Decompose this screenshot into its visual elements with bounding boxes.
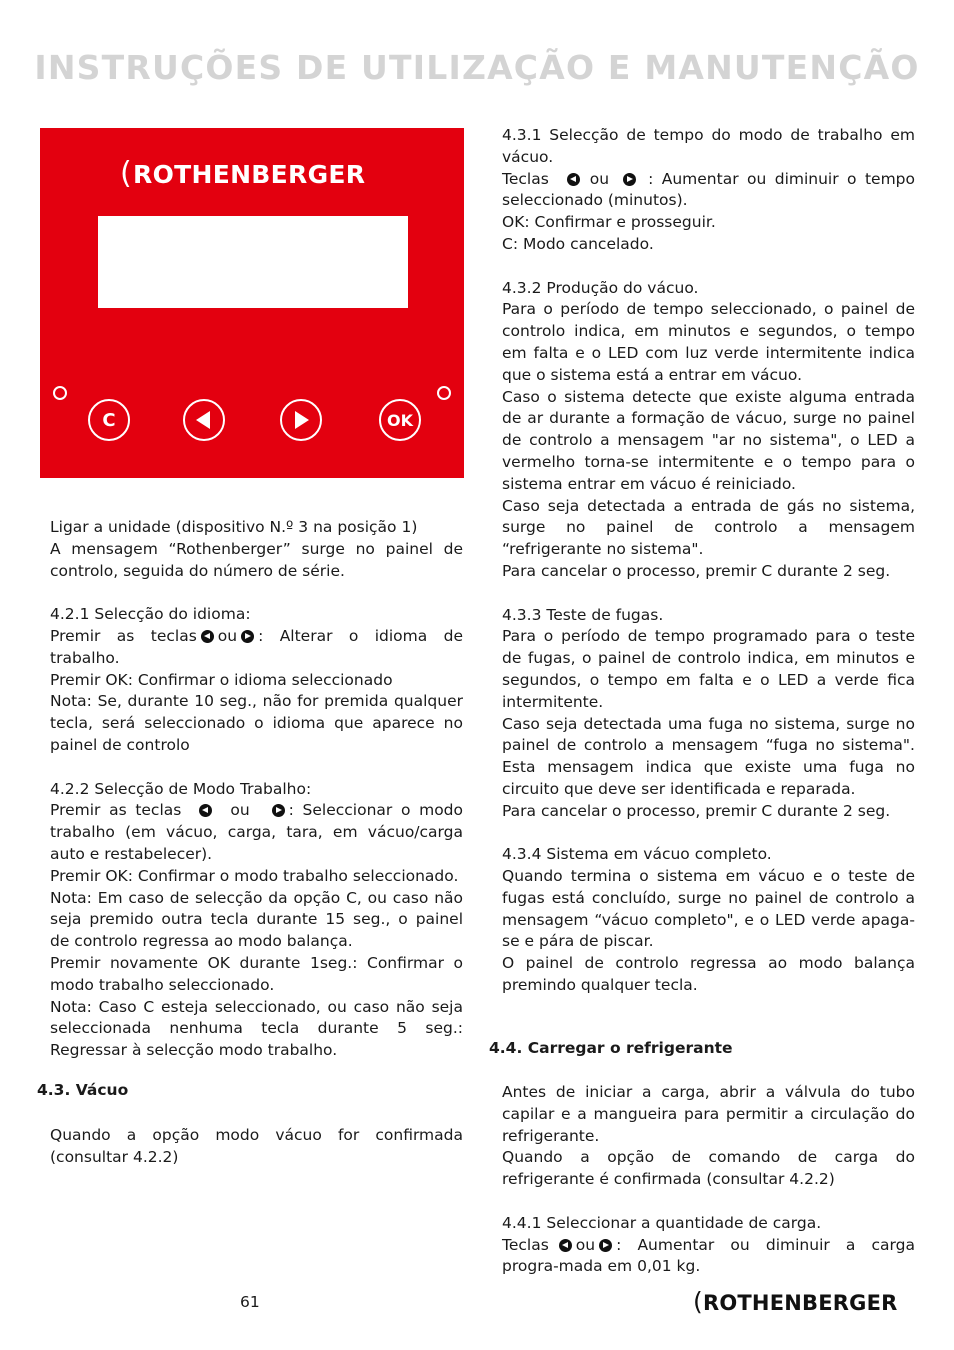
right-led-icon — [437, 386, 451, 400]
section-heading: 4.3.1 Selecção de tempo do modo de trabalho em vácuo. — [502, 126, 915, 166]
vacuo-intro — [50, 1125, 463, 1169]
paragraph: Para o período de tempo seleccionado, o painel de controlo indica, em minutos e segundos, o tempo em falta e o LED com luz verde intermitente indica que o sistema está a entrar em vácuo. — [502, 300, 915, 384]
panel-right-button — [280, 399, 322, 441]
page-title: INSTRUÇÕES DE UTILIZAÇÃO E MANUTENÇÃO — [34, 48, 920, 87]
footer-brand-text: ROTHENBERGER — [702, 1291, 898, 1315]
panel-display-screen — [98, 216, 408, 308]
carga-section — [502, 1082, 915, 1278]
text-fragment: ou — [217, 626, 238, 645]
paragraph: Premir OK: Confirmar o idioma seleccionado — [50, 670, 393, 689]
text-fragment: Premir as teclas — [50, 626, 197, 645]
text-fragment: Teclas — [502, 1235, 549, 1254]
paragraph: Quando a opção modo vácuo for confirmada (consultar 4.2.2) — [50, 1126, 463, 1166]
text-fragment: : Aumentar ou diminuir o tempo seleccionado (minutos). — [502, 169, 915, 210]
text-fragment: ou — [230, 801, 250, 820]
text-fragment: : Seleccionar o modo trabalho (em vácuo, carga, tara, em vácuo/carga auto e restabelecer). — [50, 801, 463, 863]
right-column — [502, 125, 915, 997]
panel-c-button — [88, 399, 130, 441]
paragraph — [502, 1235, 915, 1279]
paragraph: Antes de iniciar a carga, abrir a válvula do tubo capilar e a mangueira para permitir a circulação do refrigerante. — [502, 1083, 915, 1145]
left-column — [50, 517, 463, 1062]
key-left-icon — [567, 173, 580, 186]
section-heading: 4.2.1 Selecção do idioma: — [50, 605, 251, 624]
footer-brand-logo — [693, 1287, 898, 1316]
text-fragment: Teclas — [502, 169, 549, 188]
text-fragment: Premir as teclas — [50, 801, 182, 820]
key-left-icon — [201, 630, 214, 643]
paragraph: Premir OK: Confirmar o modo trabalho seleccionado. — [50, 866, 459, 885]
paragraph: Para cancelar o processo, premir C durante 2 seg. — [502, 801, 891, 820]
text-fragment: : Alterar o idioma de trabalho. — [50, 626, 463, 667]
section-heading-vacuo: 4.3. Vácuo — [37, 1081, 129, 1099]
paragraph — [50, 800, 463, 865]
brand-hook-icon: ( — [693, 1287, 703, 1316]
paragraph: Nota: Se, durante 10 seg., não for premida qualquer tecla, será seleccionado o idioma que aparece no painel de controlo — [50, 692, 463, 754]
left-led-icon — [53, 386, 67, 400]
key-right-icon — [599, 1239, 612, 1252]
paragraph — [502, 169, 915, 213]
section-heading: 4.3.2 Produção do vácuo. — [502, 278, 699, 297]
section-heading: 4.3.3 Teste de fugas. — [502, 605, 664, 624]
control-panel-image — [40, 128, 464, 478]
section-heading: 4.2.2 Selecção de Modo Trabalho: — [50, 779, 312, 798]
paragraph: OK: Confirmar e prosseguir. — [502, 213, 716, 232]
paragraph: Caso seja detectada uma fuga no sistema, surge no painel de controlo a mensagem “fuga no sistema". Esta mensagem indica que existe uma fuga no circuito que deve ser identificada e reparada. — [502, 714, 915, 798]
section-heading: 4.3.4 Sistema em vácuo completo. — [502, 845, 772, 864]
paragraph: Nota: Em caso de selecção da opção C, ou caso não seja premido outra tecla durante 15 seg., o painel de controlo regressa ao modo balança. — [50, 888, 463, 951]
text-fragment: ou — [575, 1235, 596, 1254]
panel-brand-logo — [120, 156, 365, 191]
key-right-icon — [623, 173, 636, 186]
panel-left-button — [183, 399, 225, 441]
panel-ok-button — [379, 399, 421, 441]
arrow-left-icon — [193, 409, 215, 431]
panel-brand-text: ROTHENBERGER — [133, 160, 366, 189]
paragraph: Nota: Caso C esteja seleccionado, ou caso não seja seleccionada nenhuma tecla durante 5 seg.: Regressar à selecção modo trabalho. — [50, 997, 463, 1060]
paragraph: Caso seja detectada a entrada de gás no sistema, surge no painel de controlo a mensagem “refrigerante no sistema". — [502, 496, 915, 559]
text-fragment: ou — [589, 169, 610, 188]
section-heading-carga: 4.4. Carregar o refrigerante — [489, 1039, 733, 1057]
brand-hook-icon: ( — [120, 156, 133, 191]
page-number: 61 — [240, 1293, 260, 1311]
paragraph: Para o período de tempo programado para o teste de fugas, o painel de controlo indica, em minutos e segundos, o tempo em falta e o LED a verde fica intermitente. — [502, 627, 915, 711]
arrow-right-icon — [290, 409, 312, 431]
panel-ok-label: OK — [387, 410, 413, 430]
paragraph: Premir novamente OK durante 1seg.: Confirmar o modo trabalho seleccionado. — [50, 953, 463, 994]
key-right-icon — [272, 804, 285, 817]
paragraph — [50, 626, 463, 670]
paragraph: A mensagem “Rothenberger” surge no painel de controlo, seguida do número de série. — [50, 539, 463, 580]
key-right-icon — [241, 630, 254, 643]
paragraph: Quando a opção de comando de carga do refrigerante é confirmada (consultar 4.2.2) — [502, 1148, 915, 1189]
key-left-icon — [199, 804, 212, 817]
text-fragment: : Aumentar ou diminuir a carga progra-mada em 0,01 kg. — [502, 1235, 915, 1276]
paragraph: O painel de controlo regressa ao modo balança premindo qualquer tecla. — [502, 954, 915, 995]
panel-c-label: C — [102, 409, 116, 431]
paragraph: Caso o sistema detecte que existe alguma entrada de ar durante a formação de vácuo, surge no painel de controlo a mensagem "ar no sistema", o LED a vermelho torna-se intermitente e o tempo para o sistema entrar em vácuo é reiniciado. — [502, 387, 915, 493]
paragraph: Ligar a unidade (dispositivo N.º 3 na posição 1) — [50, 518, 418, 536]
paragraph: Quando termina o sistema em vácuo e o teste de fugas está concluído, surge no painel de controlo a mensagem “vácuo completo", e o LED verde apaga-se e pára de piscar. — [502, 867, 915, 951]
paragraph: C: Modo cancelado. — [502, 234, 654, 253]
paragraph: Para cancelar o processo, premir C durante 2 seg. — [502, 561, 891, 580]
key-left-icon — [559, 1239, 572, 1252]
section-heading: 4.4.1 Seleccionar a quantidade de carga. — [502, 1213, 822, 1232]
